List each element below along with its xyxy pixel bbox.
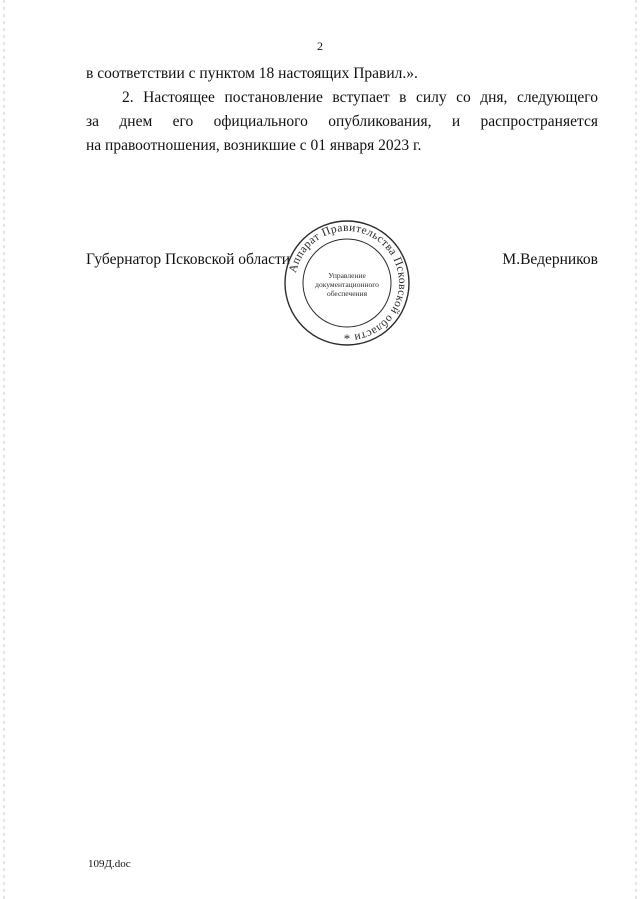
paragraph-2-line-2 bbox=[86, 110, 598, 134]
paragraph-2-line-2-word: днем bbox=[119, 113, 153, 130]
signatory-name: М.Ведерников bbox=[502, 251, 598, 268]
footer-filename: 109Д.doc bbox=[88, 858, 131, 870]
official-stamp bbox=[282, 218, 412, 348]
paragraph-2-line-2-word: его bbox=[172, 113, 194, 130]
paragraph-2-line-1-word: со bbox=[456, 89, 471, 106]
paragraph-2-line-3: на правоотношения, возникшие с 01 января 2023 г. bbox=[86, 137, 422, 154]
scan-edge-right bbox=[635, 0, 637, 899]
paragraph-continuation: в соответствии с пунктом 18 настоящих Правил.». bbox=[86, 65, 418, 82]
signatory-position: Губернатор Псковской области bbox=[86, 251, 291, 268]
paragraph-2-line-2-word: распространяется bbox=[480, 113, 598, 130]
page-number: 2 bbox=[317, 39, 323, 53]
paragraph-2-line-1-word: постановление bbox=[224, 89, 323, 106]
paragraph-2-line-1 bbox=[86, 86, 598, 110]
scan-edge-left bbox=[3, 0, 5, 899]
stamp-star-icon: * bbox=[343, 331, 351, 346]
paragraph-2-line-2-word: за bbox=[86, 113, 100, 130]
paragraph-2-line-1-word: дня, bbox=[480, 89, 508, 106]
stamp-outer-text: Аппарат Правительства Псковской области bbox=[287, 221, 409, 344]
body-text bbox=[86, 62, 598, 158]
stamp-inner-line-1: Управление bbox=[328, 271, 366, 280]
paragraph-2-line-1-word: силу bbox=[415, 89, 447, 106]
paragraph-2-line-1-word: в bbox=[399, 89, 407, 106]
paragraph-2-line-2-word: опубликования, bbox=[328, 113, 432, 130]
paragraph-2-line-1-word: 2. bbox=[122, 89, 134, 106]
paragraph-2-line-2-word: и bbox=[451, 113, 461, 130]
paragraph-2-line-1-word: следующего bbox=[516, 89, 598, 106]
stamp-inner-line-3: обеспечения bbox=[326, 289, 368, 298]
paragraph-2-line-2-word: официального bbox=[213, 113, 308, 130]
stamp-inner-line-2: документационного bbox=[315, 280, 379, 289]
paragraph-2-line-1-word: Настоящее bbox=[143, 89, 215, 106]
paragraph-2-line-1-word: вступает bbox=[332, 89, 390, 106]
